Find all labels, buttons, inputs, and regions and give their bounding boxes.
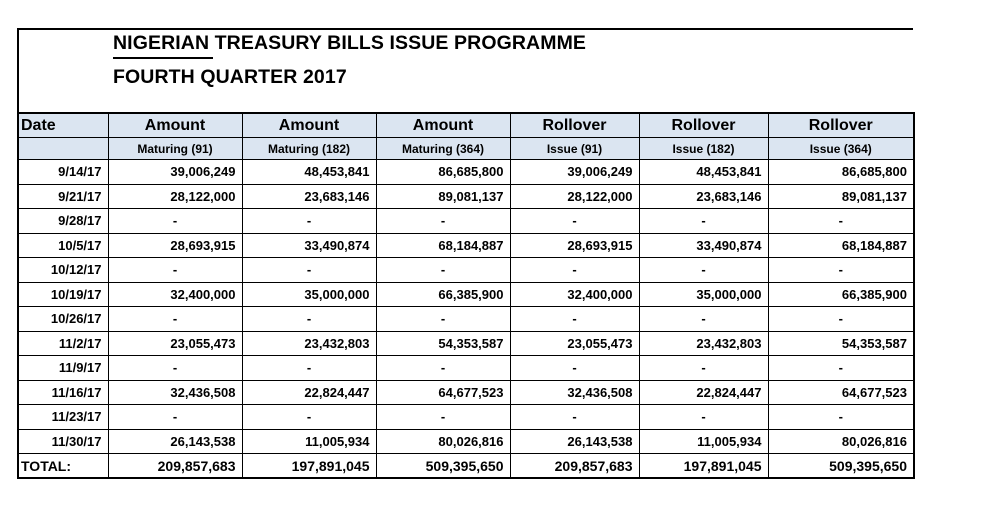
value-cell: 23,055,473 <box>108 331 242 356</box>
value-cell: - <box>376 307 510 332</box>
value-cell: - <box>242 209 376 234</box>
date-cell: 11/16/17 <box>18 380 108 405</box>
value-cell: - <box>639 209 768 234</box>
value-cell: 48,453,841 <box>639 160 768 185</box>
value-cell: 22,824,447 <box>639 380 768 405</box>
value-cell: 66,385,900 <box>376 282 510 307</box>
table-row <box>18 356 914 381</box>
table-row <box>18 258 914 283</box>
table-row <box>18 282 914 307</box>
value-cell: 23,683,146 <box>242 184 376 209</box>
value-cell: 86,685,800 <box>768 160 914 185</box>
value-cell: 80,026,816 <box>768 429 914 454</box>
table-row <box>18 307 914 332</box>
value-cell: - <box>639 405 768 430</box>
value-cell: 64,677,523 <box>376 380 510 405</box>
total-value-cell: 509,395,650 <box>376 454 510 479</box>
value-cell: 39,006,249 <box>510 160 639 185</box>
value-cell: 80,026,816 <box>376 429 510 454</box>
subheader-issue-182: Issue (182) <box>639 138 768 160</box>
value-cell: 32,400,000 <box>510 282 639 307</box>
value-cell: 26,143,538 <box>510 429 639 454</box>
value-cell: - <box>768 258 914 283</box>
value-cell: 23,432,803 <box>639 331 768 356</box>
value-cell: 23,683,146 <box>639 184 768 209</box>
value-cell: - <box>376 405 510 430</box>
subheader-date <box>18 138 108 160</box>
value-cell: 32,436,508 <box>108 380 242 405</box>
value-cell: - <box>639 307 768 332</box>
date-cell: 11/30/17 <box>18 429 108 454</box>
table-row <box>18 160 914 185</box>
value-cell: 68,184,887 <box>768 233 914 258</box>
value-cell: - <box>510 405 639 430</box>
value-cell: 89,081,137 <box>768 184 914 209</box>
date-cell: 11/2/17 <box>18 331 108 356</box>
value-cell: - <box>108 307 242 332</box>
table-row <box>18 209 914 234</box>
value-cell: 26,143,538 <box>108 429 242 454</box>
value-cell: - <box>108 209 242 234</box>
value-cell: - <box>768 405 914 430</box>
document-subtitle: FOURTH QUARTER 2017 <box>113 66 347 88</box>
value-cell: 54,353,587 <box>376 331 510 356</box>
value-cell: 32,400,000 <box>108 282 242 307</box>
value-cell: 28,122,000 <box>510 184 639 209</box>
value-cell: - <box>108 258 242 283</box>
value-cell: - <box>639 258 768 283</box>
subheader-maturing-91: Maturing (91) <box>108 138 242 160</box>
value-cell: 64,677,523 <box>768 380 914 405</box>
value-cell: 11,005,934 <box>639 429 768 454</box>
header-rollover-182: Rollover <box>639 113 768 138</box>
value-cell: - <box>510 307 639 332</box>
value-cell: - <box>768 356 914 381</box>
table-row <box>18 405 914 430</box>
total-row <box>18 454 914 479</box>
value-cell: 48,453,841 <box>242 160 376 185</box>
date-cell: 9/14/17 <box>18 160 108 185</box>
document-title: NIGERIAN TREASURY BILLS ISSUE PROGRAMME <box>113 32 587 54</box>
value-cell: 54,353,587 <box>768 331 914 356</box>
top-rule <box>17 28 913 30</box>
value-cell: 11,005,934 <box>242 429 376 454</box>
header-rollover-91: Rollover <box>510 113 639 138</box>
value-cell: - <box>108 405 242 430</box>
total-value-cell: 509,395,650 <box>768 454 914 479</box>
total-value-cell: 197,891,045 <box>639 454 768 479</box>
table-row <box>18 429 914 454</box>
value-cell: 28,693,915 <box>108 233 242 258</box>
value-cell: - <box>639 356 768 381</box>
value-cell: 39,006,249 <box>108 160 242 185</box>
value-cell: 35,000,000 <box>639 282 768 307</box>
value-cell: - <box>242 356 376 381</box>
value-cell: - <box>768 209 914 234</box>
value-cell: - <box>510 209 639 234</box>
value-cell: - <box>376 209 510 234</box>
total-value-cell: 209,857,683 <box>108 454 242 479</box>
value-cell: - <box>510 258 639 283</box>
value-cell: 22,824,447 <box>242 380 376 405</box>
header-row-1 <box>18 113 914 138</box>
value-cell: 89,081,137 <box>376 184 510 209</box>
value-cell: 86,685,800 <box>376 160 510 185</box>
value-cell: 23,055,473 <box>510 331 639 356</box>
header-date: Date <box>18 113 108 138</box>
value-cell: - <box>376 258 510 283</box>
date-cell: 10/12/17 <box>18 258 108 283</box>
date-cell: 9/28/17 <box>18 209 108 234</box>
value-cell: 68,184,887 <box>376 233 510 258</box>
value-cell: 33,490,874 <box>639 233 768 258</box>
value-cell: 35,000,000 <box>242 282 376 307</box>
date-cell: 11/23/17 <box>18 405 108 430</box>
left-rule <box>17 28 19 114</box>
date-cell: 10/26/17 <box>18 307 108 332</box>
value-cell: 32,436,508 <box>510 380 639 405</box>
date-cell: 10/19/17 <box>18 282 108 307</box>
value-cell: 23,432,803 <box>242 331 376 356</box>
date-cell: 11/9/17 <box>18 356 108 381</box>
header-row-2 <box>18 138 914 160</box>
value-cell: - <box>242 307 376 332</box>
total-value-cell: 197,891,045 <box>242 454 376 479</box>
subheader-issue-364: Issue (364) <box>768 138 914 160</box>
header-rollover-364: Rollover <box>768 113 914 138</box>
date-cell: 10/5/17 <box>18 233 108 258</box>
subheader-maturing-182: Maturing (182) <box>242 138 376 160</box>
value-cell: - <box>108 356 242 381</box>
table-row <box>18 331 914 356</box>
header-amount-364: Amount <box>376 113 510 138</box>
treasury-bills-table <box>17 112 915 479</box>
value-cell: 28,122,000 <box>108 184 242 209</box>
value-cell: - <box>376 356 510 381</box>
value-cell: 33,490,874 <box>242 233 376 258</box>
date-cell: 9/21/17 <box>18 184 108 209</box>
total-value-cell: 209,857,683 <box>510 454 639 479</box>
value-cell: - <box>510 356 639 381</box>
table-row <box>18 380 914 405</box>
title-underline <box>113 57 213 59</box>
subheader-issue-91: Issue (91) <box>510 138 639 160</box>
header-amount-91: Amount <box>108 113 242 138</box>
value-cell: 66,385,900 <box>768 282 914 307</box>
table-row <box>18 233 914 258</box>
value-cell: - <box>242 405 376 430</box>
header-amount-182: Amount <box>242 113 376 138</box>
document-frame <box>17 28 913 482</box>
value-cell: - <box>242 258 376 283</box>
subheader-maturing-364: Maturing (364) <box>376 138 510 160</box>
value-cell: - <box>768 307 914 332</box>
total-label: TOTAL: <box>18 454 108 479</box>
table-row <box>18 184 914 209</box>
value-cell: 28,693,915 <box>510 233 639 258</box>
